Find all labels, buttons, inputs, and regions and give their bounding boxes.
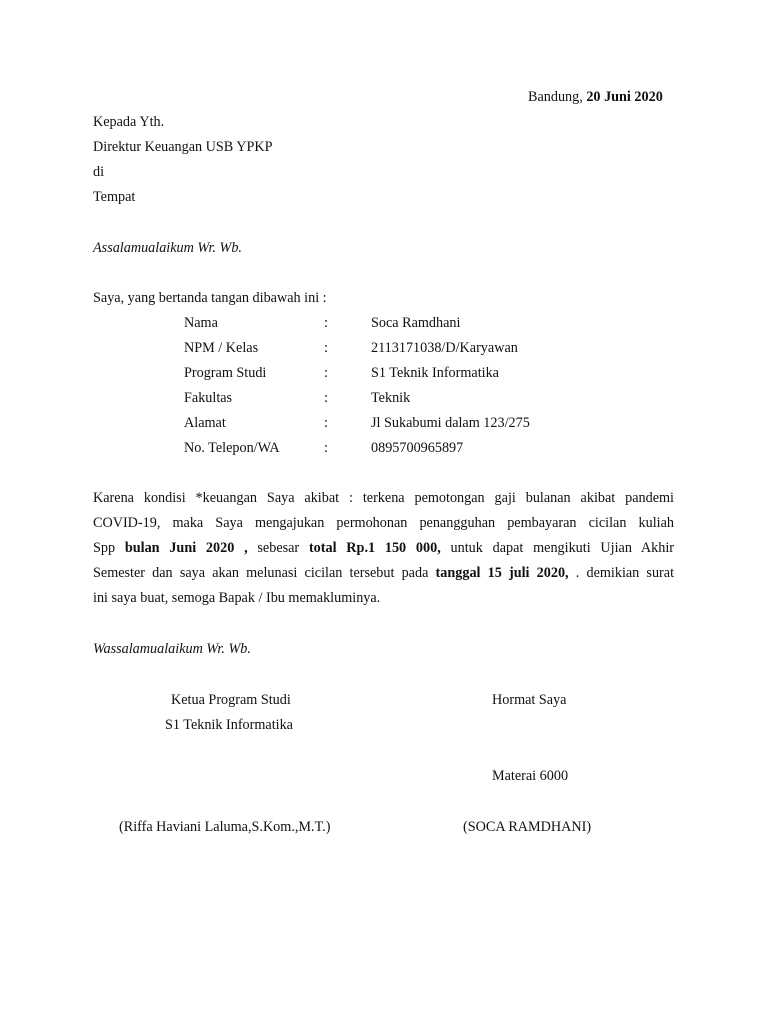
left-sign-title-2: S1 Teknik Informatika	[165, 717, 293, 733]
identity-colon: :	[324, 340, 328, 356]
body-line-1: Karena kondisi *keuangan Saya akibat : terkena pemotongan gaji bulanan akibat pandemi	[93, 490, 674, 506]
identity-value-fakultas: Teknik	[371, 390, 411, 406]
recipient-line-1: Kepada Yth.	[93, 114, 165, 130]
body-text: Spp	[93, 540, 116, 556]
right-sign-title: Hormat Saya	[492, 692, 567, 708]
body-line-4	[93, 564, 674, 582]
body-text: . demikian surat	[575, 565, 675, 581]
identity-label-npm: NPM / Kelas	[184, 340, 259, 356]
identity-label-telepon: No. Telepon/WA	[184, 440, 280, 456]
identity-value-alamat: Jl Sukabumi dalam 123/275	[371, 415, 530, 431]
letter-date	[528, 88, 663, 106]
identity-value-prodi: S1 Teknik Informatika	[371, 365, 499, 381]
greeting: Assalamualaikum Wr. Wb.	[93, 240, 242, 256]
body-line-3	[93, 539, 674, 557]
identity-label-fakultas: Fakultas	[184, 390, 233, 406]
body-line-2: COVID-19, maka Saya mengajukan permohonan penangguhan pembayaran cicilan kuliah	[93, 515, 674, 531]
body-bold-month: bulan Juni 2020 ,	[124, 540, 248, 556]
recipient-line-2: Direktur Keuangan USB YPKP	[93, 139, 273, 155]
identity-colon: :	[324, 365, 328, 381]
closing-greeting: Wassalamualaikum Wr. Wb.	[93, 641, 251, 657]
right-sign-stamp: Materai 6000	[492, 768, 569, 784]
identity-label-alamat: Alamat	[184, 415, 226, 431]
body-line-5: ini saya buat, semoga Bapak / Ibu memakluminya.	[93, 590, 381, 606]
recipient-line-4: Tempat	[93, 189, 136, 205]
recipient-line-3: di	[93, 164, 105, 180]
body-text: untuk dapat mengikuti Ujian Akhir	[450, 540, 675, 556]
body-bold-amount: total Rp.1 150 000,	[308, 540, 441, 556]
identity-value-name: Soca Ramdhani	[371, 315, 461, 331]
right-sign-name: (SOCA RAMDHANI)	[463, 819, 592, 835]
identity-label-prodi: Program Studi	[184, 365, 267, 381]
date-place: Bandung,	[528, 89, 583, 105]
identity-colon: :	[324, 390, 328, 406]
identity-colon: :	[324, 315, 328, 331]
left-sign-name: (Riffa Haviani Laluma,S.Kom.,M.T.)	[119, 819, 331, 835]
identity-label-name: Nama	[184, 315, 218, 331]
left-sign-title-1: Ketua Program Studi	[171, 692, 291, 708]
identity-value-telepon: 0895700965897	[371, 440, 464, 456]
identity-value-npm: 2113171038/D/Karyawan	[371, 340, 518, 356]
date-value: 20 Juni 2020	[586, 89, 663, 105]
intro-text: Saya, yang bertanda tangan dibawah ini :	[93, 290, 327, 306]
identity-colon: :	[324, 440, 328, 456]
identity-colon: :	[324, 415, 328, 431]
body-bold-date: tanggal 15 juli 2020,	[435, 565, 569, 581]
body-text: sebesar	[257, 540, 300, 556]
body-text: Semester dan saya akan melunasi cicilan tersebut pada	[93, 565, 429, 581]
